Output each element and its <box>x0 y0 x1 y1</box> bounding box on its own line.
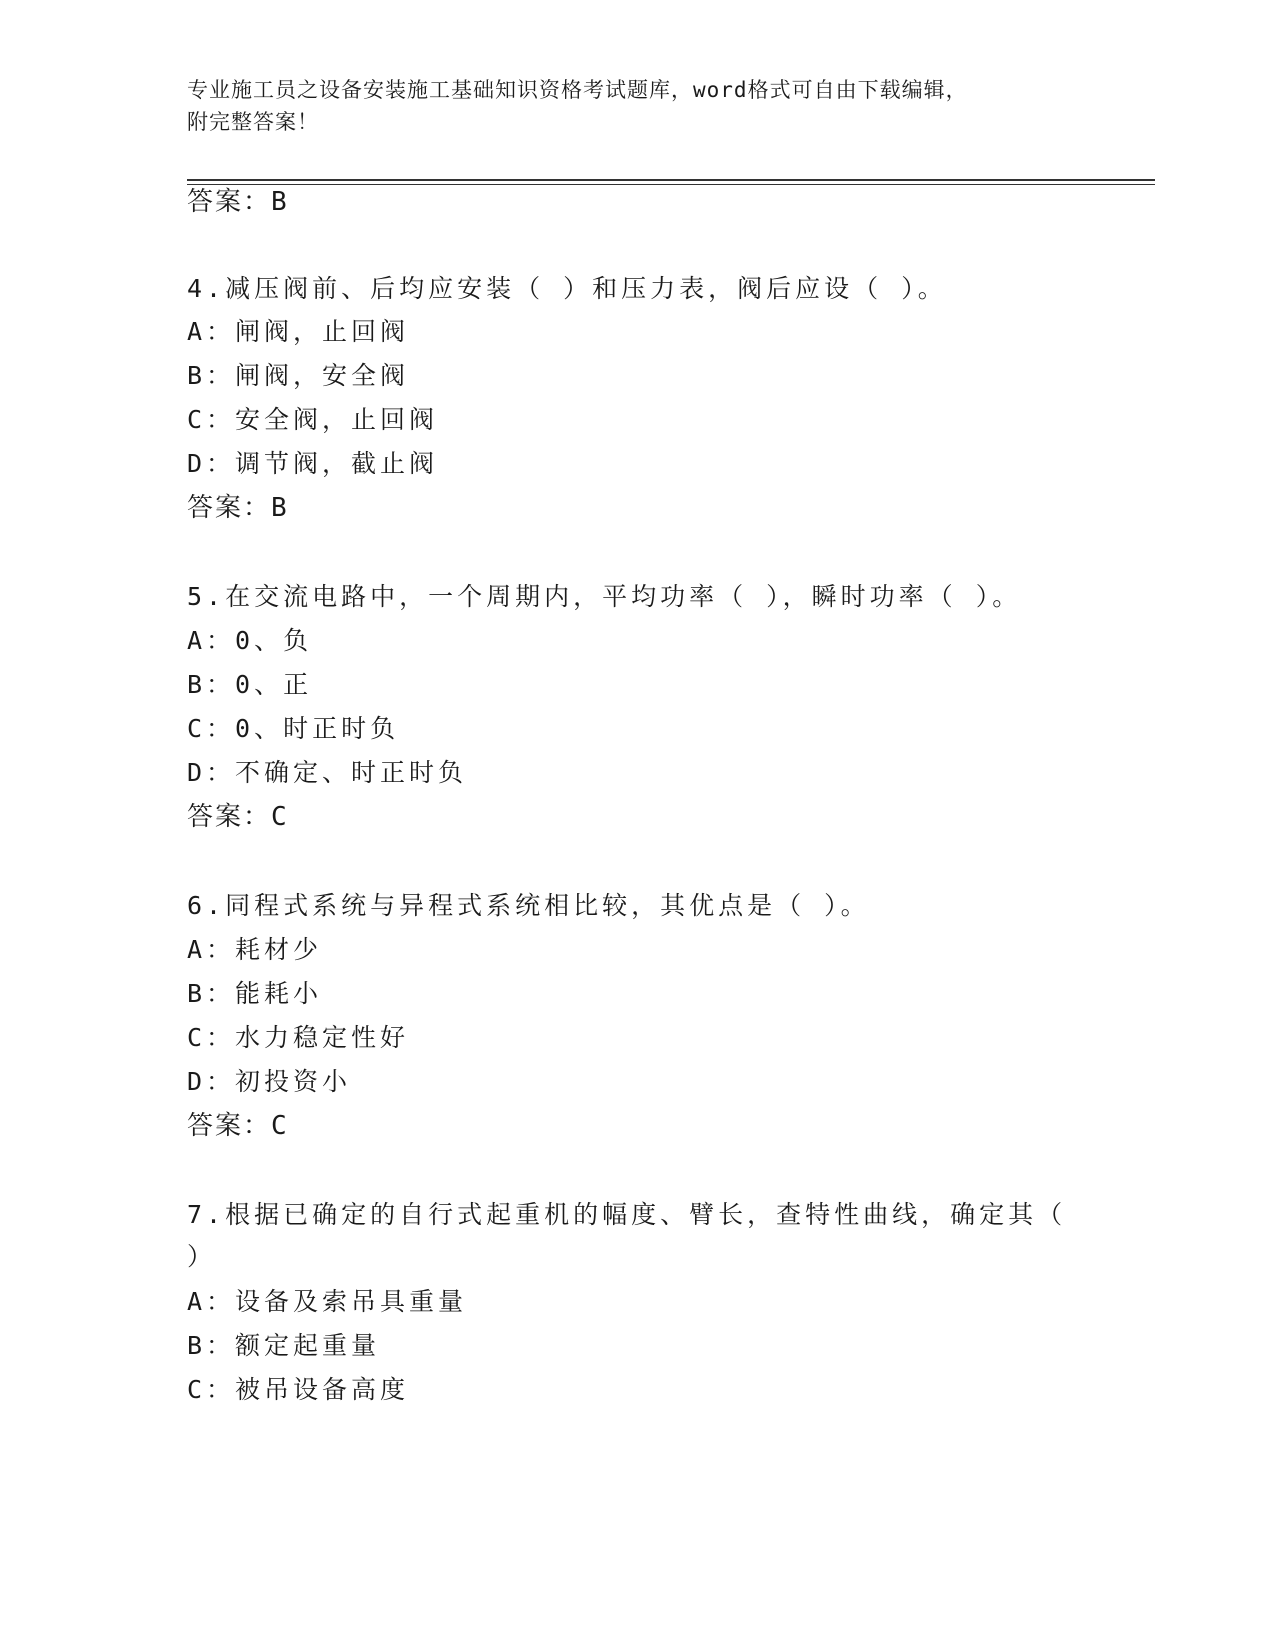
header-line-2: 附完整答案！ <box>187 110 319 134</box>
question-6-option-d: D：初投资小 <box>187 1067 352 1096</box>
answer-previous: 答案：B <box>187 187 289 217</box>
question-5-option-c: C：0、时正时负 <box>187 714 400 743</box>
question-7-stem-line-1: 7.根据已确定的自行式起重机的幅度、臂长，查特性曲线，确定其（ <box>187 1200 1067 1229</box>
question-4-option-b: B：闸阀，安全阀 <box>187 361 410 390</box>
question-6-option-a: A：耗材少 <box>187 935 323 964</box>
question-5-answer: 答案：C <box>187 802 289 832</box>
question-4-option-d: D：调节阀，截止阀 <box>187 449 439 478</box>
question-7-option-b: B：额定起重量 <box>187 1331 381 1360</box>
question-4-option-a: A：闸阀，止回阀 <box>187 317 410 346</box>
question-5-option-d: D：不确定、时正时负 <box>187 758 468 787</box>
question-7-stem-line-2: ） <box>187 1242 217 1271</box>
question-6-option-b: B：能耗小 <box>187 979 323 1008</box>
question-4-answer: 答案：B <box>187 493 289 523</box>
double-rule-top <box>187 179 1155 181</box>
header-line-1: 专业施工员之设备安装施工基础知识资格考试题库，word格式可自由下载编辑， <box>187 78 968 102</box>
question-4-stem: 4.减压阀前、后均应安装（ ）和压力表，阀后应设（ ）。 <box>187 274 947 303</box>
question-5-stem: 5.在交流电路中，一个周期内，平均功率（ ），瞬时功率（ ）。 <box>187 582 1022 611</box>
question-5-option-a: A：0、负 <box>187 626 313 655</box>
question-6-option-c: C：水力稳定性好 <box>187 1023 410 1052</box>
double-rule-bottom <box>187 184 1155 185</box>
question-7-option-c: C：被吊设备高度 <box>187 1375 410 1404</box>
question-6-answer: 答案：C <box>187 1111 289 1141</box>
document-header <box>187 74 1087 138</box>
question-5-option-b: B：0、正 <box>187 670 313 699</box>
question-7-option-a: A：设备及索吊具重量 <box>187 1287 468 1316</box>
question-4-option-c: C：安全阀，止回阀 <box>187 405 439 434</box>
question-6-stem: 6.同程式系统与异程式系统相比较，其优点是（ ）。 <box>187 891 870 920</box>
